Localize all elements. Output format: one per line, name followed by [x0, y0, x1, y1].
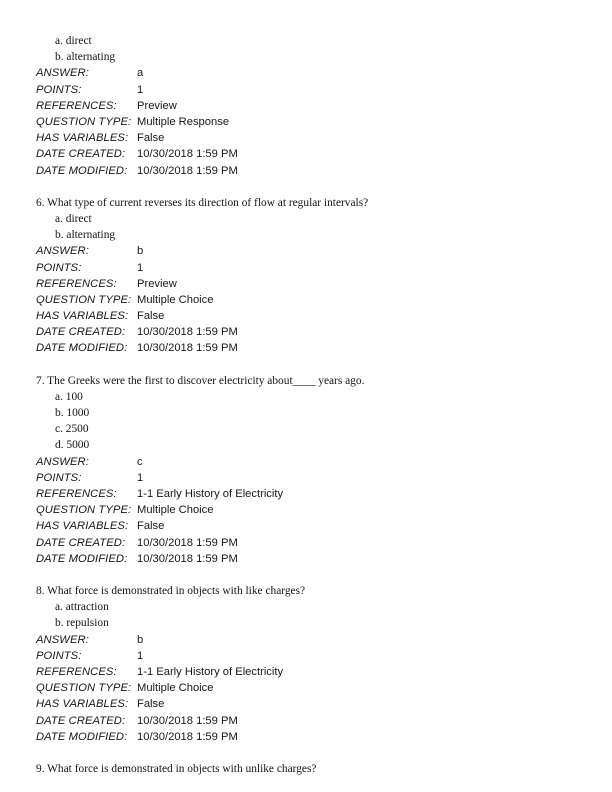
- question-metadata: [36, 65, 576, 178]
- metadata-value-date-modified: 10/30/2018 1:59 PM: [137, 164, 238, 177]
- metadata-value-date-created: 10/30/2018 1:59 PM: [137, 326, 238, 339]
- metadata-label-points: POINTS:: [36, 261, 82, 274]
- metadata-label-question-type: QUESTION TYPE:: [36, 293, 132, 306]
- metadata-row-has-variables: [36, 308, 576, 324]
- metadata-value-question-type: Multiple Choice: [137, 682, 214, 695]
- metadata-value-question-type: Multiple Response: [137, 115, 230, 128]
- choice-item: b. alternating: [55, 51, 116, 64]
- question-block: [36, 761, 576, 777]
- metadata-label-references: REFERENCES:: [36, 665, 117, 678]
- metadata-label-date-created: DATE CREATED:: [36, 714, 126, 727]
- question-metadata: [36, 243, 576, 356]
- question-text: 9. What force is demonstrated in objects with unlike charges?: [36, 762, 317, 775]
- metadata-value-date-modified: 10/30/2018 1:59 PM: [137, 342, 238, 355]
- metadata-value-has-variables: False: [137, 132, 165, 145]
- metadata-row-has-variables: [36, 518, 576, 534]
- metadata-value-answer: a: [137, 67, 144, 80]
- metadata-row-answer: [36, 454, 576, 470]
- metadata-label-references: REFERENCES:: [36, 488, 117, 501]
- metadata-row-date-modified: [36, 163, 576, 179]
- choice-list: [36, 33, 576, 65]
- question-text: 7. The Greeks were the first to discover electricity about____ years ago.: [36, 374, 365, 387]
- metadata-value-points: 1: [137, 261, 144, 274]
- metadata-label-references: REFERENCES:: [36, 99, 117, 112]
- choice-item: c. 2500: [55, 423, 89, 436]
- question-block: [36, 195, 576, 357]
- metadata-value-points: 1: [137, 649, 144, 662]
- metadata-label-date-modified: DATE MODIFIED:: [36, 164, 128, 177]
- metadata-row-answer: [36, 632, 576, 648]
- choice-item: a. direct: [55, 35, 92, 47]
- metadata-row-answer: [36, 243, 576, 259]
- question-block: [36, 583, 576, 745]
- metadata-label-has-variables: HAS VARIABLES:: [36, 520, 129, 533]
- metadata-value-date-created: 10/30/2018 1:59 PM: [137, 536, 238, 549]
- question-text: 8. What force is demonstrated in objects with like charges?: [36, 584, 306, 597]
- metadata-label-date-modified: DATE MODIFIED:: [36, 342, 128, 355]
- metadata-row-points: [36, 82, 576, 98]
- metadata-row-date-created: [36, 713, 576, 729]
- metadata-label-question-type: QUESTION TYPE:: [36, 682, 132, 695]
- metadata-row-references: [36, 276, 576, 292]
- metadata-row-has-variables: [36, 130, 576, 146]
- question-metadata: [36, 632, 576, 745]
- metadata-row-references: [36, 486, 576, 502]
- metadata-row-date-modified: [36, 551, 576, 567]
- metadata-label-question-type: QUESTION TYPE:: [36, 115, 132, 128]
- metadata-label-points: POINTS:: [36, 471, 82, 484]
- metadata-value-date-modified: 10/30/2018 1:59 PM: [137, 730, 238, 743]
- metadata-value-answer: c: [137, 455, 143, 468]
- metadata-label-points: POINTS:: [36, 83, 82, 96]
- metadata-label-answer: ANSWER:: [36, 455, 89, 468]
- metadata-value-has-variables: False: [137, 310, 165, 323]
- metadata-row-points: [36, 470, 576, 486]
- metadata-row-answer: [36, 65, 576, 81]
- metadata-row-date-created: [36, 146, 576, 162]
- metadata-row-points: [36, 648, 576, 664]
- metadata-label-date-created: DATE CREATED:: [36, 148, 126, 161]
- metadata-row-has-variables: [36, 696, 576, 712]
- metadata-label-has-variables: HAS VARIABLES:: [36, 132, 129, 145]
- choice-item: b. 1000: [55, 407, 90, 420]
- choice-item: d. 5000: [55, 439, 90, 452]
- metadata-label-points: POINTS:: [36, 649, 82, 662]
- metadata-value-date-modified: 10/30/2018 1:59 PM: [137, 552, 238, 565]
- question-metadata: [36, 454, 576, 567]
- metadata-value-references: Preview: [137, 277, 177, 290]
- question-list: [36, 33, 576, 777]
- metadata-row-question-type: [36, 114, 576, 130]
- metadata-value-points: 1: [137, 471, 144, 484]
- metadata-value-has-variables: False: [137, 698, 165, 711]
- metadata-value-references: 1-1 Early History of Electricity: [137, 665, 284, 678]
- metadata-label-references: REFERENCES:: [36, 277, 117, 290]
- metadata-row-date-modified: [36, 340, 576, 356]
- question-block: [36, 373, 576, 567]
- metadata-value-question-type: Multiple Choice: [137, 504, 214, 517]
- metadata-value-has-variables: False: [137, 520, 165, 533]
- choice-item: a. 100: [55, 390, 83, 403]
- metadata-label-answer: ANSWER:: [36, 245, 89, 258]
- metadata-value-answer: b: [137, 245, 144, 258]
- question-block: [36, 33, 576, 179]
- question-text: 6. What type of current reverses its direction of flow at regular intervals?: [36, 196, 369, 209]
- metadata-row-date-modified: [36, 729, 576, 745]
- choice-item: b. repulsion: [55, 617, 109, 630]
- metadata-label-answer: ANSWER:: [36, 633, 89, 646]
- metadata-row-question-type: [36, 502, 576, 518]
- metadata-value-references: 1-1 Early History of Electricity: [137, 488, 284, 501]
- metadata-value-references: Preview: [137, 99, 177, 112]
- metadata-label-has-variables: HAS VARIABLES:: [36, 698, 129, 711]
- metadata-label-date-modified: DATE MODIFIED:: [36, 730, 128, 743]
- metadata-value-question-type: Multiple Choice: [137, 293, 214, 306]
- metadata-row-references: [36, 664, 576, 680]
- metadata-label-answer: ANSWER:: [36, 67, 89, 80]
- choice-list: [36, 211, 576, 243]
- metadata-value-answer: b: [137, 633, 144, 646]
- choice-item: b. alternating: [55, 229, 116, 242]
- metadata-value-date-created: 10/30/2018 1:59 PM: [137, 714, 238, 727]
- metadata-row-question-type: [36, 680, 576, 696]
- metadata-value-points: 1: [137, 83, 144, 96]
- metadata-row-references: [36, 98, 576, 114]
- metadata-row-date-created: [36, 324, 576, 340]
- choice-item: a. direct: [55, 212, 92, 225]
- metadata-label-date-created: DATE CREATED:: [36, 326, 126, 339]
- metadata-label-has-variables: HAS VARIABLES:: [36, 310, 129, 323]
- metadata-label-date-modified: DATE MODIFIED:: [36, 552, 128, 565]
- choice-list: [36, 389, 576, 454]
- metadata-label-date-created: DATE CREATED:: [36, 536, 126, 549]
- choice-list: [36, 599, 576, 631]
- metadata-row-points: [36, 260, 576, 276]
- choice-item: a. attraction: [55, 601, 109, 614]
- metadata-value-date-created: 10/30/2018 1:59 PM: [137, 148, 238, 161]
- metadata-label-question-type: QUESTION TYPE:: [36, 504, 132, 517]
- metadata-row-question-type: [36, 292, 576, 308]
- metadata-row-date-created: [36, 535, 576, 551]
